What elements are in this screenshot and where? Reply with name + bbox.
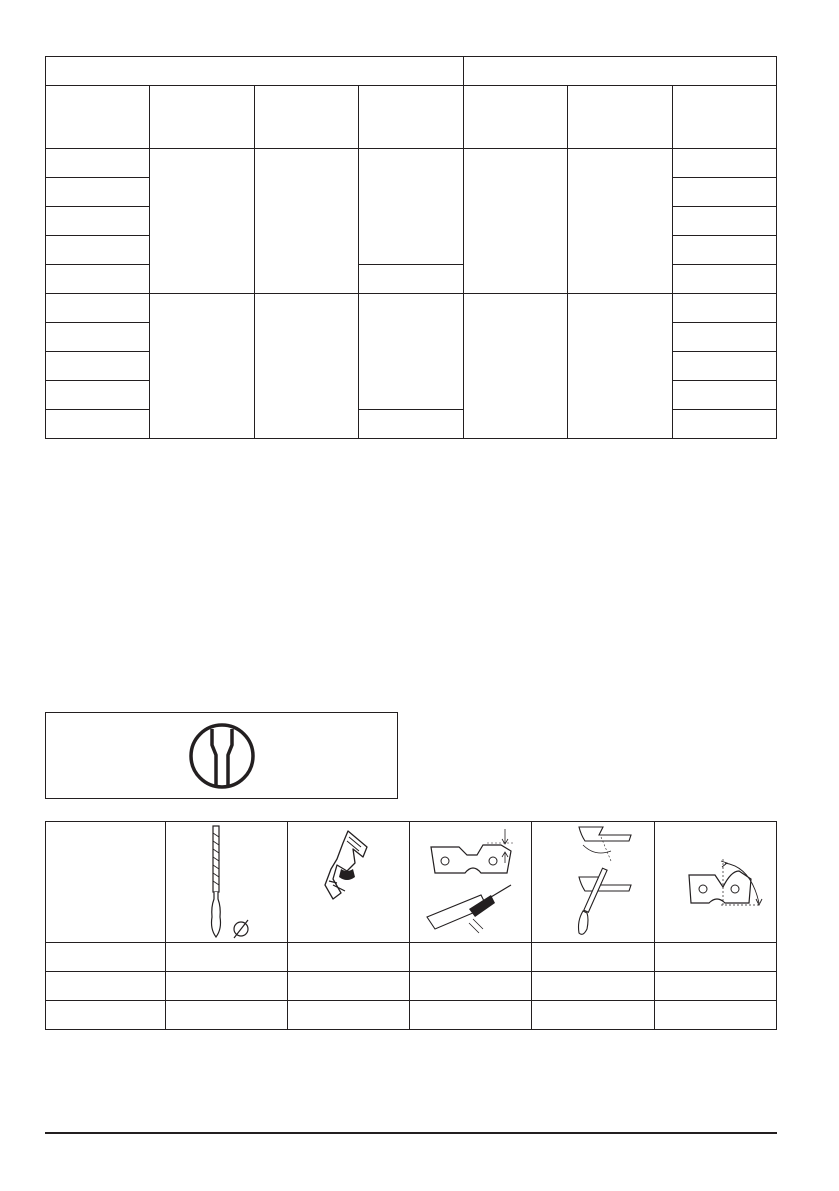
table-cell	[654, 972, 776, 1001]
table-cell	[46, 1001, 166, 1030]
table-cell	[287, 1001, 409, 1030]
table-row	[46, 943, 777, 972]
table-header-row	[46, 57, 777, 86]
table-cell	[359, 149, 463, 265]
round-file-gauge-icon	[187, 721, 257, 791]
table-row	[46, 972, 777, 1001]
table-cell	[46, 352, 150, 381]
header-cell	[46, 822, 166, 943]
header-cell	[409, 822, 531, 943]
table-cell	[150, 294, 254, 439]
table-cell	[46, 149, 150, 178]
table-row	[46, 1001, 777, 1030]
file-angle-icon	[543, 823, 643, 941]
table-cell	[532, 972, 654, 1001]
header-cell	[150, 86, 254, 149]
table-cell	[672, 381, 776, 410]
table-cell	[672, 265, 776, 294]
table-cell	[409, 1001, 531, 1030]
round-file-icon	[181, 823, 271, 941]
file-holder-icon	[303, 823, 393, 941]
table-cell	[46, 178, 150, 207]
header-cell	[359, 86, 463, 149]
table-cell	[46, 943, 166, 972]
footer-rule	[45, 1132, 777, 1134]
table-cell	[463, 149, 567, 294]
table-cell	[463, 294, 567, 439]
header-cell	[46, 86, 150, 149]
table-header-row	[46, 86, 777, 149]
table-row	[46, 149, 777, 178]
table-cell	[672, 207, 776, 236]
table-cell	[568, 294, 672, 439]
table-cell	[165, 972, 287, 1001]
table-cell	[359, 265, 463, 294]
table-cell	[46, 323, 150, 352]
spec-table	[45, 56, 777, 439]
table-cell	[672, 410, 776, 439]
table-cell	[46, 294, 150, 323]
table-cell	[46, 236, 150, 265]
table-cell	[165, 1001, 287, 1030]
table-cell	[409, 943, 531, 972]
table-cell	[672, 236, 776, 265]
header-cell	[254, 86, 358, 149]
header-cell	[568, 86, 672, 149]
table-cell	[654, 1001, 776, 1030]
table-header-row	[46, 822, 777, 943]
table-cell	[254, 149, 358, 294]
table-cell	[672, 149, 776, 178]
table-cell	[532, 1001, 654, 1030]
header-group-cell	[46, 57, 464, 86]
table-row	[46, 294, 777, 323]
table-cell	[165, 943, 287, 972]
table-cell	[46, 381, 150, 410]
table-cell	[46, 265, 150, 294]
table-cell	[46, 207, 150, 236]
cutter-angle-icon	[665, 823, 765, 941]
table-cell	[672, 323, 776, 352]
table-cell	[287, 943, 409, 972]
header-cell	[532, 822, 654, 943]
file-table	[45, 821, 777, 1030]
table-cell	[672, 294, 776, 323]
header-cell	[463, 86, 567, 149]
table-cell	[359, 294, 463, 410]
table-cell	[46, 410, 150, 439]
header-cell	[165, 822, 287, 943]
table-cell	[672, 178, 776, 207]
table-cell	[254, 294, 358, 439]
header-cell	[287, 822, 409, 943]
symbol-box	[45, 712, 398, 799]
header-cell	[672, 86, 776, 149]
table-cell	[532, 943, 654, 972]
header-group-cell	[463, 57, 776, 86]
table-cell	[287, 972, 409, 1001]
table-cell	[672, 352, 776, 381]
depth-gauge-icon	[421, 823, 521, 941]
table-cell	[46, 972, 166, 1001]
table-cell	[568, 149, 672, 294]
table-cell	[359, 410, 463, 439]
table-cell	[150, 149, 254, 294]
table-cell	[409, 972, 531, 1001]
header-cell	[654, 822, 776, 943]
table-cell	[654, 943, 776, 972]
